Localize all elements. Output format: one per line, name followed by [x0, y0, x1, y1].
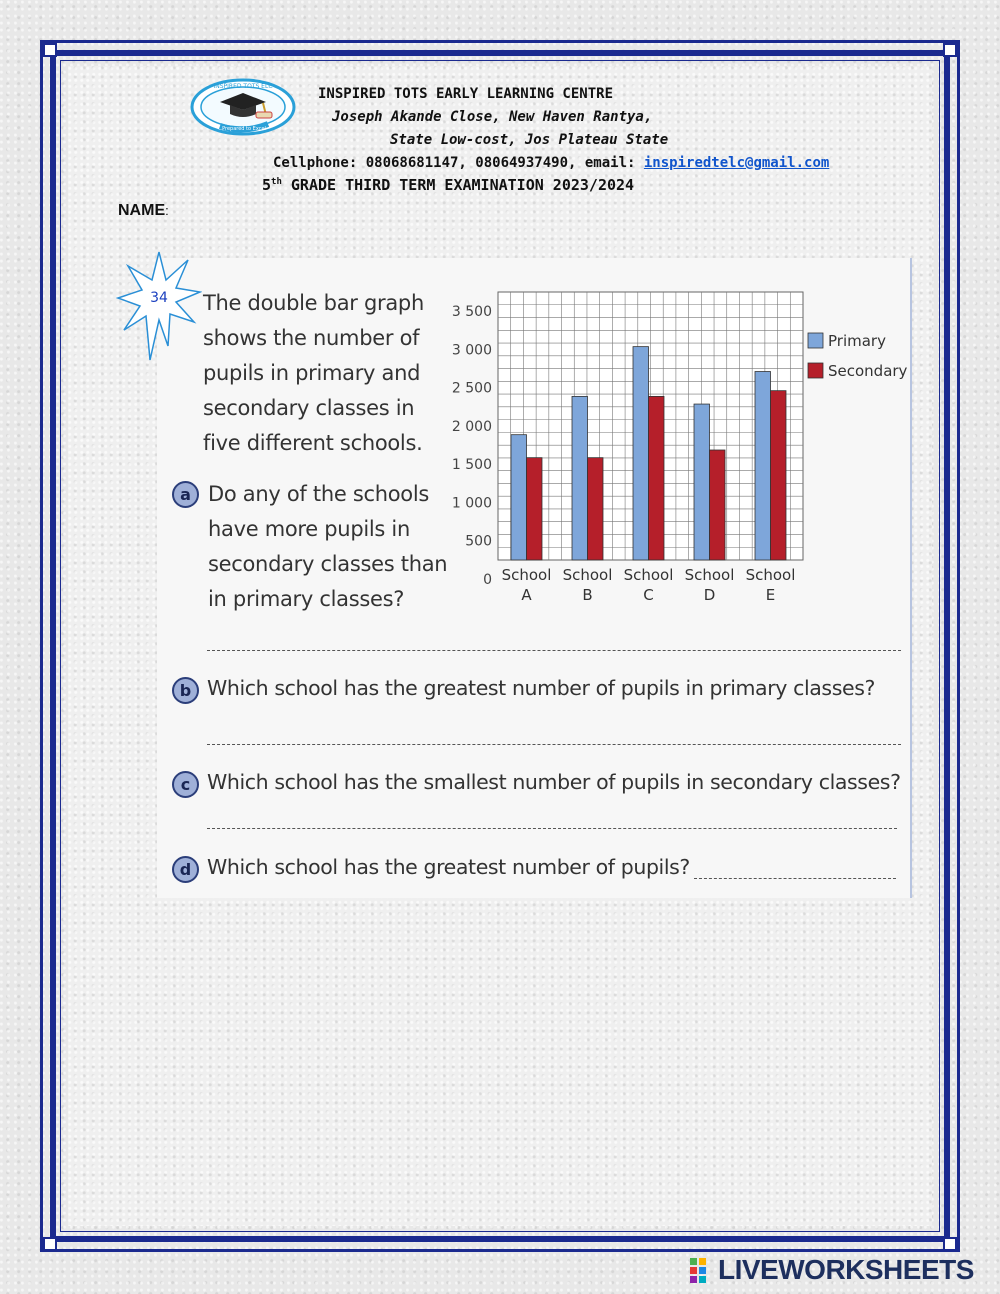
y-tick-label: 1 500: [451, 457, 492, 474]
bar-secondary: [710, 450, 726, 560]
legend-label-secondary: Secondary: [828, 362, 908, 380]
x-tick-label: E: [765, 586, 776, 604]
x-tick-label: School: [562, 566, 613, 584]
exam-title: [262, 176, 634, 194]
question-a-text: Do any of the schools have more pupils in secondary classes than in primary classes?: [208, 482, 448, 611]
liveworksheets-watermark[interactable]: LIVEWORKSHEETS: [718, 1254, 974, 1285]
question-c-text: Which school has the smallest number of pupils in secondary classes?: [207, 770, 901, 794]
x-tick-label: D: [703, 586, 716, 604]
x-tick-label: School: [684, 566, 735, 584]
y-tick-label: 2 500: [451, 380, 492, 397]
question-c-badge: c: [172, 771, 199, 798]
question-d-badge: d: [172, 856, 199, 883]
bar-secondary: [588, 458, 604, 560]
question-number-starburst: [116, 250, 202, 362]
name-colon: :: [165, 203, 169, 218]
bar-primary: [633, 347, 649, 560]
answer-line-d[interactable]: [694, 878, 896, 879]
bar-secondary: [527, 458, 543, 560]
frame-corner: [43, 1237, 57, 1251]
y-tick-label: 0: [483, 572, 492, 588]
answer-line-b[interactable]: [207, 744, 901, 745]
bar-secondary: [771, 391, 787, 560]
question-number: 34: [150, 290, 168, 306]
answer-line-c[interactable]: [207, 828, 897, 829]
y-tick-label: 3 000: [451, 342, 492, 359]
name-label: NAME: [118, 202, 166, 219]
address-line-2: State Low-cost, Jos Plateau State: [390, 132, 669, 148]
bar-secondary: [649, 396, 665, 560]
frame-corner: [943, 1237, 957, 1251]
question-d-text: Which school has the greatest number of pupils?: [207, 855, 690, 879]
logo-text: INSPIRED TOTS ELC: [213, 83, 273, 90]
contact-line: [273, 155, 829, 171]
logo-tagline: Prepared to Excel: [222, 126, 266, 132]
legend-label-primary: Primary: [828, 332, 886, 350]
bar-primary: [511, 435, 527, 560]
school-logo: [190, 78, 296, 136]
address-line-1: Joseph Akande Close, New Haven Rantya,: [332, 109, 653, 125]
question-a-badge: a: [172, 481, 199, 508]
bar-primary: [694, 404, 710, 560]
answer-line-a[interactable]: [207, 650, 901, 651]
question-b-badge: b: [172, 677, 199, 704]
y-tick-label: 1 000: [451, 495, 492, 512]
x-tick-label: A: [521, 586, 532, 604]
x-tick-label: B: [582, 586, 593, 604]
frame-corner: [43, 43, 57, 57]
bar-primary: [755, 372, 771, 560]
school-name: INSPIRED TOTS EARLY LEARNING CENTRE: [318, 86, 614, 102]
legend-swatch-primary: [808, 333, 823, 348]
y-tick-label: 3 500: [451, 304, 492, 320]
x-tick-label: School: [501, 566, 552, 584]
exam-title-text: GRADE THIRD TERM EXAMINATION 2023/2024: [281, 176, 635, 194]
email-link[interactable]: inspiredtelc@gmail.com: [643, 155, 830, 171]
y-tick-label: 2 000: [451, 418, 492, 435]
name-field: [118, 202, 169, 220]
y-tick-label: 500: [465, 533, 492, 550]
double-bar-chart: [440, 288, 910, 618]
x-tick-label: C: [643, 586, 654, 604]
x-tick-label: School: [623, 566, 674, 584]
question-intro: The double bar graph shows the number of pupils in primary and secondary classes in five different schools.: [203, 291, 424, 455]
exam-grade-suffix: th: [271, 177, 282, 187]
liveworksheets-logo-icon: [690, 1258, 716, 1284]
bar-primary: [572, 396, 588, 560]
legend-swatch-secondary: [808, 363, 823, 378]
x-tick-label: School: [745, 566, 796, 584]
contact-text: Cellphone: 08068681147, 08064937490, email:: [273, 155, 644, 171]
exam-grade: 5: [262, 176, 272, 194]
frame-corner: [943, 43, 957, 57]
question-b-text: Which school has the greatest number of pupils in primary classes?: [207, 676, 875, 700]
